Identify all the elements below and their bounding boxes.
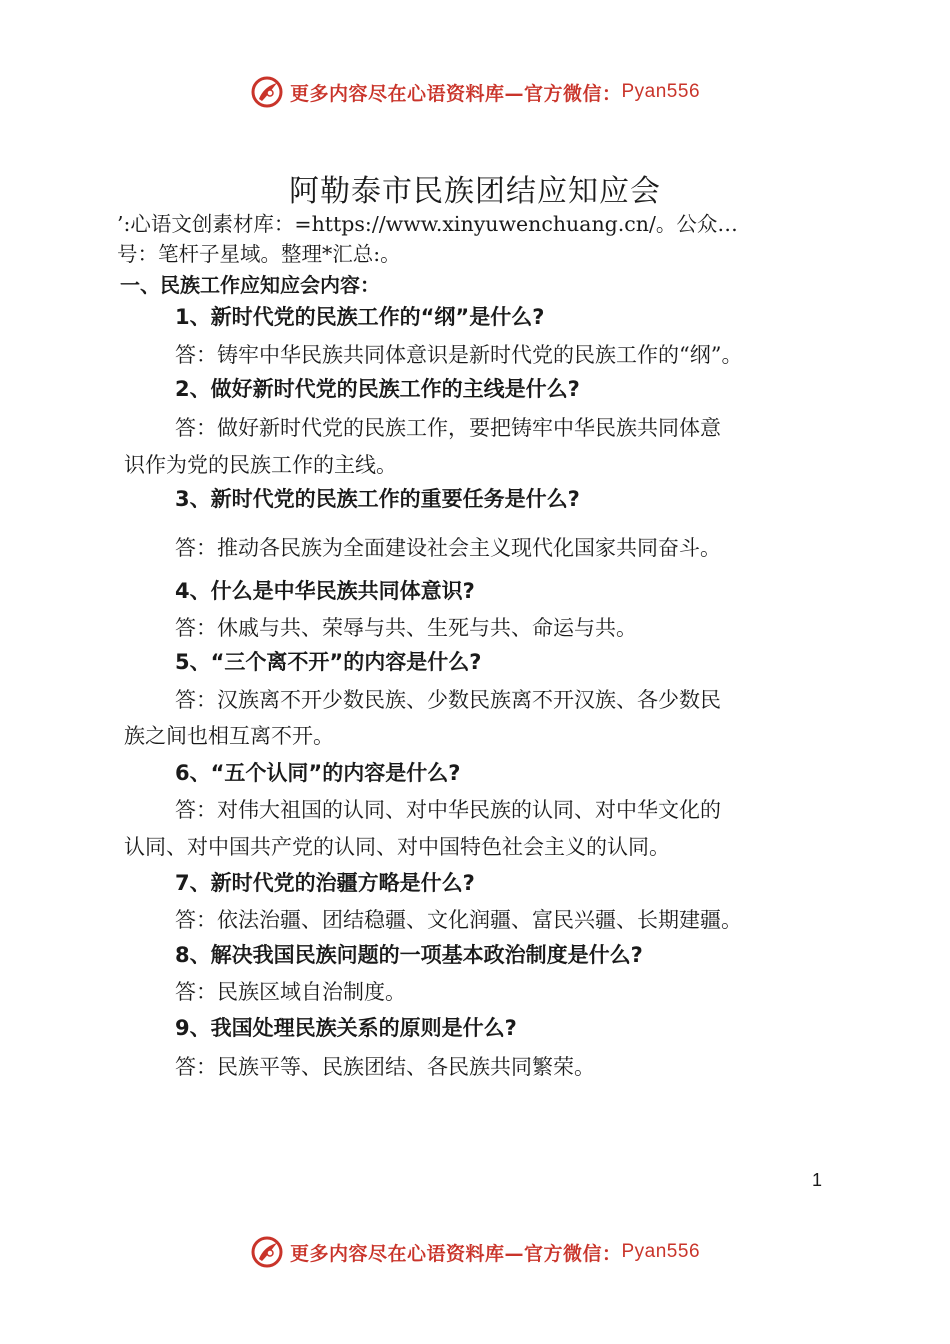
question-5: 5、“三个离不开”的内容是什么? [175,650,482,674]
answer-4: 答：休戚与共、荣辱与共、生死与共、命运与共。 [175,616,637,640]
question-4: 4、什么是中华民族共同体意识? [175,579,475,603]
answer-2-line-2: 识作为党的民族工作的主线。 [124,453,397,477]
watermark-text: 更多内容尽在心语资料库—官方微信： [289,1242,622,1265]
source-note: ’:心语文创素材库：=https://www.xinyuwenchuang.cn/。公众… 号：笔杆子星域。整理*汇总:。 [117,212,738,266]
answer-2-line-1: 答：做好新时代党的民族工作，要把铸牢中华民族共同体意 [175,416,721,440]
watermark-wechat-id: Pyan556 [621,1241,701,1262]
answer-3: 答：推动各民族为全面建设社会主义现代化国家共同奋斗。 [175,536,721,560]
section-heading: 一、民族工作应知应会内容： [120,273,380,297]
page-number: 1 [812,1170,823,1190]
answer-7: 答：依法治疆、团结稳疆、文化润疆、富民兴疆、长期建疆。 [175,908,742,932]
question-7: 7、新时代党的治疆方略是什么? [175,871,475,895]
answer-5-line-2: 族之间也相互离不开。 [124,724,334,748]
watermark-wechat-id: Pyan556 [621,81,701,102]
answer-1: 答：铸牢中华民族共同体意识是新时代党的民族工作的“纲”。 [175,343,743,367]
question-1: 1、新时代党的民族工作的“纲”是什么? [175,305,545,329]
answer-5-line-1: 答：汉族离不开少数民族、少数民族离不开汉族、各少数民 [175,688,721,712]
question-6: 6、“五个认同”的内容是什么? [175,761,461,785]
watermark-header [0,72,950,112]
watermark-text: 更多内容尽在心语资料库—官方微信： [289,82,622,105]
answer-6-line-1: 答：对伟大祖国的认同、对中华民族的认同、对中华文化的 [175,798,721,822]
watermark-footer [0,1232,950,1272]
question-3: 3、新时代党的民族工作的重要任务是什么? [175,487,580,511]
question-9: 9、我国处理民族关系的原则是什么? [175,1016,517,1040]
answer-9: 答：民族平等、民族团结、各民族共同繁荣。 [175,1055,595,1079]
brand-logo-icon [250,1235,284,1269]
question-2: 2、做好新时代党的民族工作的主线是什么? [175,377,580,401]
answer-8: 答：民族区域自治制度。 [175,980,406,1004]
question-8: 8、解决我国民族问题的一项基本政治制度是什么? [175,943,643,967]
brand-logo-icon [250,75,284,109]
answer-6-line-2: 认同、对中国共产党的认同、对中国特色社会主义的认同。 [124,835,670,859]
document-title: 阿勒泰市民族团结应知应会 [289,174,661,209]
